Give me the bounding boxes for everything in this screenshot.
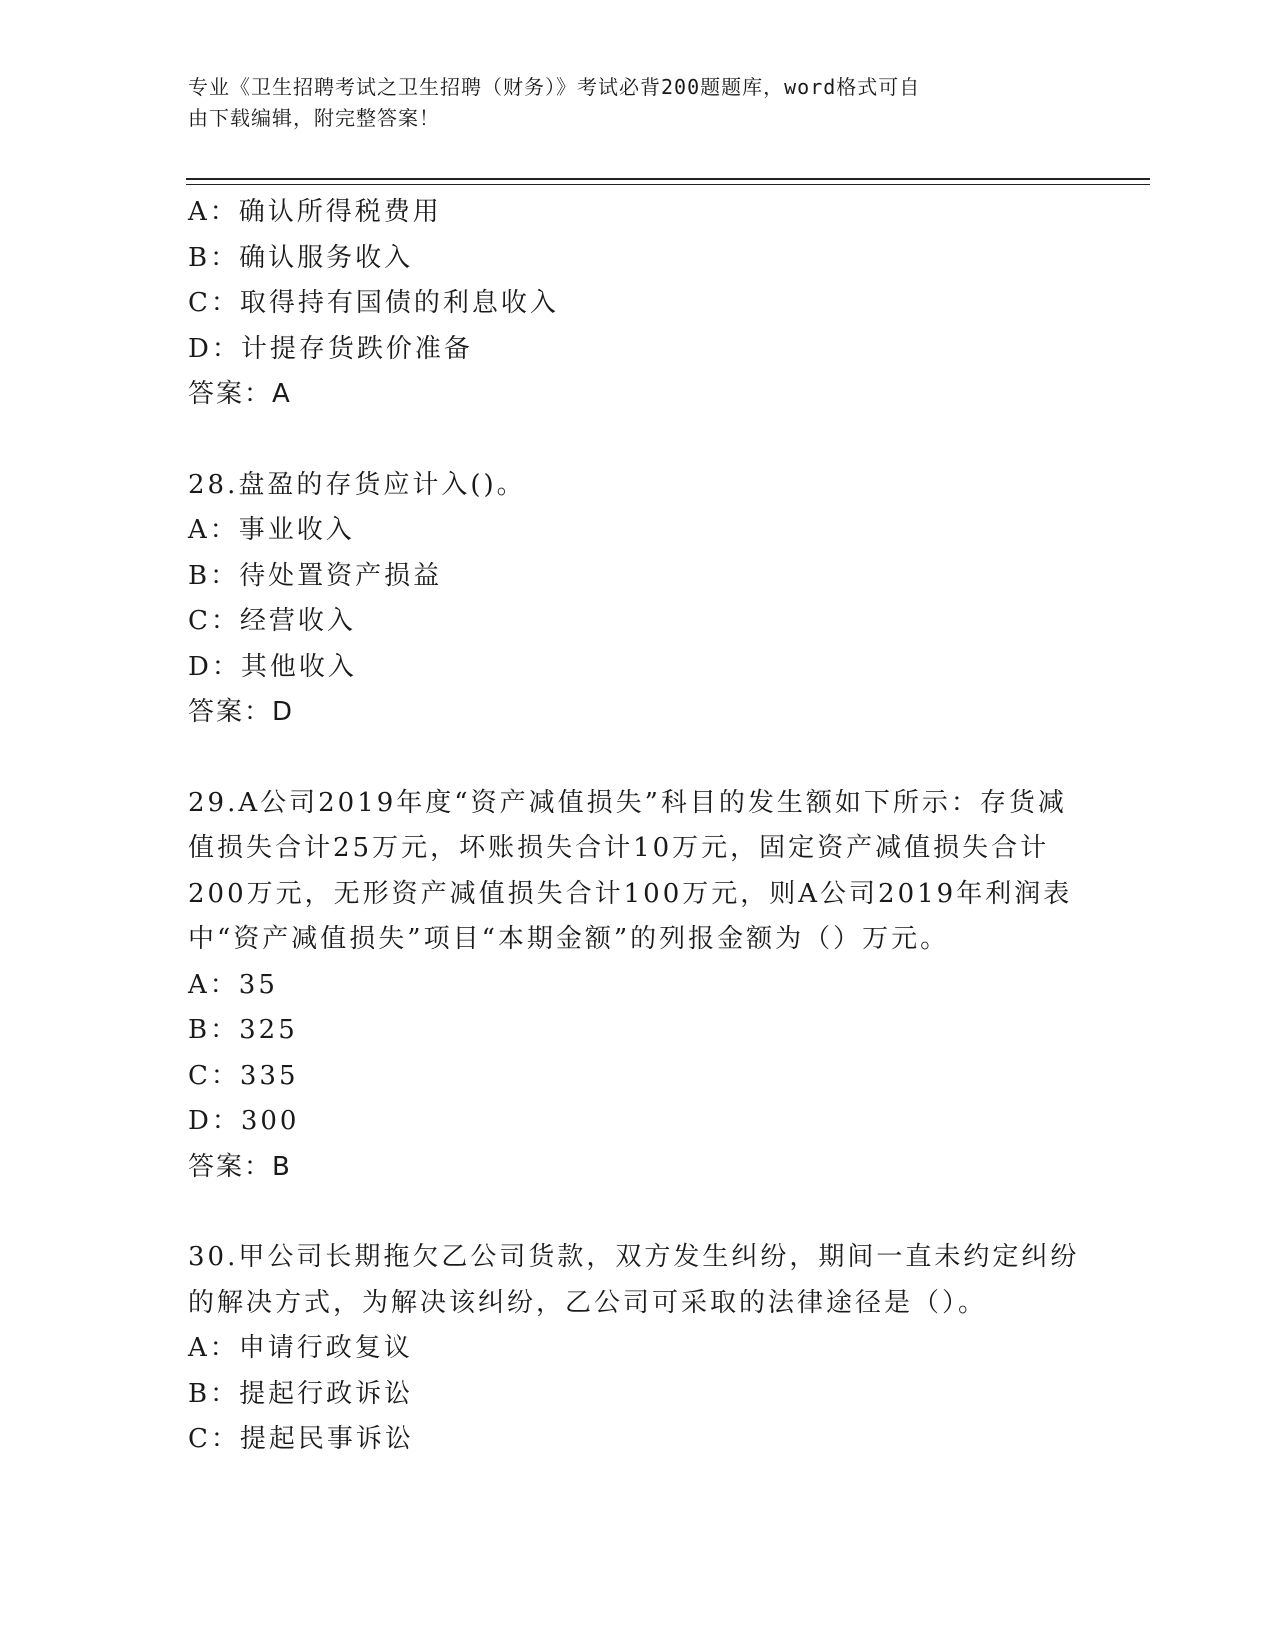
option-c: C：335 [188, 1060, 299, 1091]
header-rule-thick [186, 178, 1150, 180]
option-a: A：35 [188, 969, 278, 1000]
question-29 [188, 781, 1088, 1191]
question-27 [188, 190, 1088, 418]
question-stem: 的解决方式，为解决该纠纷，乙公司可采取的法律途径是（）。 [188, 1287, 988, 1318]
option-a: A：确认所得税费用 [188, 197, 442, 227]
document-header [188, 72, 1068, 134]
header-line-1: 专业《卫生招聘考试之卫生招聘（财务）》考试必背200题题库，word格式可自 [188, 75, 921, 99]
question-30 [188, 1235, 1088, 1463]
option-b: B：待处置资产损益 [188, 560, 443, 591]
option-c: C：经营收入 [188, 606, 356, 636]
question-28 [188, 463, 1088, 736]
question-stem: 28.盘盈的存货应计入()。 [188, 469, 526, 500]
option-c: C：取得持有国债的利息收入 [188, 288, 559, 318]
option-b: B：提起行政诉讼 [188, 1378, 414, 1409]
option-c: C：提起民事诉讼 [188, 1424, 414, 1454]
question-stem: 中“资产减值损失”项目“本期金额”的列报金额为（）万元。 [188, 924, 950, 954]
question-stem: 30.甲公司长期拖欠乙公司货款，双方发生纠纷，期间一直未约定纠纷 [188, 1242, 1080, 1272]
option-b: B：325 [188, 1015, 298, 1045]
option-d: D：其他收入 [188, 651, 357, 682]
answer-text: 答案：A [188, 379, 292, 409]
option-d: D：计提存货跌价准备 [188, 333, 473, 364]
answer-text: 答案：D [188, 697, 295, 727]
header-rule-thin [186, 184, 1150, 185]
answer-text: 答案：B [188, 1151, 292, 1182]
option-d: D：300 [188, 1106, 300, 1136]
question-stem: 200万元，无形资产减值损失合计100万元，则A公司2019年利润表 [188, 878, 1073, 909]
question-list [188, 190, 1088, 1463]
option-a: A：事业收入 [188, 515, 355, 545]
question-stem: 29.A公司2019年度“资产减值损失”科目的发生额如下所示：存货减 [188, 787, 1067, 818]
header-line-2: 由下载编辑，附完整答案！ [188, 106, 440, 130]
option-b: B：确认服务收入 [188, 242, 414, 273]
question-stem: 值损失合计25万元，坏账损失合计10万元，固定资产减值损失合计 [188, 833, 1050, 863]
option-a: A：申请行政复议 [188, 1333, 413, 1363]
